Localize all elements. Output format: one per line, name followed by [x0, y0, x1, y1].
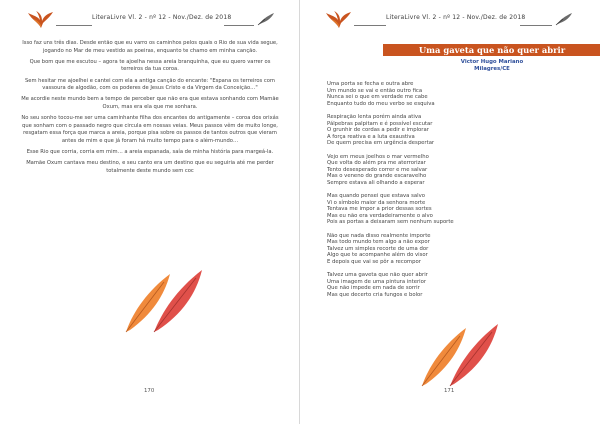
poem-line: Pois as portas a deixaram sem nenhum suporte [327, 219, 454, 226]
poem-line: Sempre estava ali olhando a esperar [327, 179, 425, 186]
poem-line: Respiração lenta porém ainda ativa [327, 113, 422, 120]
header-rule [56, 25, 92, 26]
poem-line: Uma imagem de uma pintura interior [327, 278, 427, 285]
poem-line: Que não impede em nada de sorrir [327, 285, 420, 292]
poem-body [327, 81, 577, 305]
stanza [327, 114, 577, 147]
header-rule [354, 25, 386, 26]
phoenix-logo-icon [324, 10, 354, 30]
author-location: Milagres/CE [474, 66, 510, 72]
paragraph: Isso faz uns três dias. Desde então que eu varro os caminhos pelos quais o Rio de sua vida segue, jogando no Mar de meu vestido as poeiras, enquanto te chamo em minha canção. [22, 40, 278, 54]
poem-line: Talvez um simples recorte de uma dor [327, 245, 429, 252]
quill-icon [554, 12, 574, 26]
paragraph: Me acordie neste mundo bem a tempo de perceber que não era que estava sonhando com Mamãe Oxum, mas era ela que me sonhara. [21, 96, 279, 110]
poem-line: Que volta do além pra me aterrorizar [327, 160, 426, 167]
poem-line: Tentava me impor a prior dessas sortes [327, 206, 432, 213]
poem-line: Mas que decerto cria fungos e bolor [327, 292, 423, 298]
poem-line: Vejo em meus joelhos o mar vermelho [327, 153, 429, 160]
header-text: LiteraLivre Vl. 2 - nº 12 - Nov./Dez. de 2018 [92, 14, 232, 21]
poem-line: O grunhir de cordas a pedir e implorar [327, 127, 429, 134]
stanza [327, 81, 577, 107]
paragraph: Mamãe Oxum cantava meu destino, e seu canto era um destino que eu seguiria até me perder totalmente deste mundo sem coc [26, 160, 274, 174]
poem-line: Enquanto tudo do meu verbo se esquiva [327, 100, 435, 107]
page-number: 171 [444, 388, 455, 394]
page-number: 170 [144, 388, 155, 394]
paragraph: No seu sonho tocou-me ser uma caminhante filha dos encantes do antigamente – coroa dos orixás que sonham com o passado negro que circula em nossas veias. Meus passos vêm de muito longe, resgatam essa força que marca a areia, porque pisa sobre os passos de tantos outros que vieram antes de mim e que já foram há muito tempo para o além-mundo… [21, 115, 279, 144]
quill-icon [256, 12, 276, 26]
left-header [0, 10, 300, 28]
paragraph: Que bom que me escutou – agora te ajoelha nessa areia branquinha, que eu quero varrer os terreiros da tua coroa. [29, 58, 271, 73]
poem-line: Mas todo mundo tem algo a não expor [327, 239, 430, 246]
stanza [327, 193, 577, 226]
paragraph: Esse Rio que corria, corria em mim… a areia espanada, saía de minha história para margeá-la. [26, 149, 274, 156]
feathers-illustration-icon [414, 316, 504, 391]
phoenix-logo-icon [26, 10, 56, 30]
poem-line: De quem precisa em urgência despertar [327, 140, 435, 147]
header-text: LiteraLivre Vl. 2 - nº 12 - Nov./Dez. de 2018 [386, 14, 526, 21]
header-rule [520, 25, 552, 26]
poem-line: Algo que te acompanhe além do visor [327, 252, 428, 259]
paragraph: Sem hesitar me ajoelhei e cantei com ela a antiga canção do encante: "Espana os terreiros com vassoura de algodão, com os poderes de Jesus Cristo e da Virgem da Conceição…" [25, 77, 275, 92]
poem-line: Vi o símbolo maior da senhora morte [327, 199, 426, 206]
poem-line: Mas o veneno do grande escaravelho [327, 173, 427, 180]
right-header [300, 10, 600, 28]
poem-line: Nunca sei o que em verdade me cabe [327, 94, 428, 101]
header-rule [224, 25, 254, 26]
poem-line: Talvez uma gaveta que não quer abrir [327, 272, 428, 279]
stanza [327, 154, 577, 187]
poem-title: Uma gaveta que não quer abrir [383, 44, 600, 56]
poem-line: Pálpebras palpitam e é possível escutar [327, 120, 433, 127]
right-page [300, 0, 600, 424]
poem-line: E depois que vai se pôr a recompor [327, 259, 421, 266]
poem-line: Uma porta se fecha e outra abre [327, 81, 414, 87]
poem-line: Mas quando pensei que estava salvo [327, 193, 425, 200]
poem-line: Não que nada disso realmente importe [327, 232, 431, 239]
stanza [327, 233, 577, 266]
poem-line: Tento desesperado correr e me salvar [327, 166, 428, 173]
author-name: Victor Hugo Mariano [460, 59, 524, 65]
story-text [20, 40, 280, 179]
poem-byline [383, 59, 600, 73]
poem-line: Mas eu não era verdadeiramente o alvo [327, 212, 433, 219]
poem-line: Um mundo se vai e então outro fica [327, 87, 423, 94]
poem-line: A força reativa e a luta exaustiva [327, 133, 415, 140]
feathers-illustration-icon [118, 262, 208, 337]
stanza [327, 272, 577, 298]
